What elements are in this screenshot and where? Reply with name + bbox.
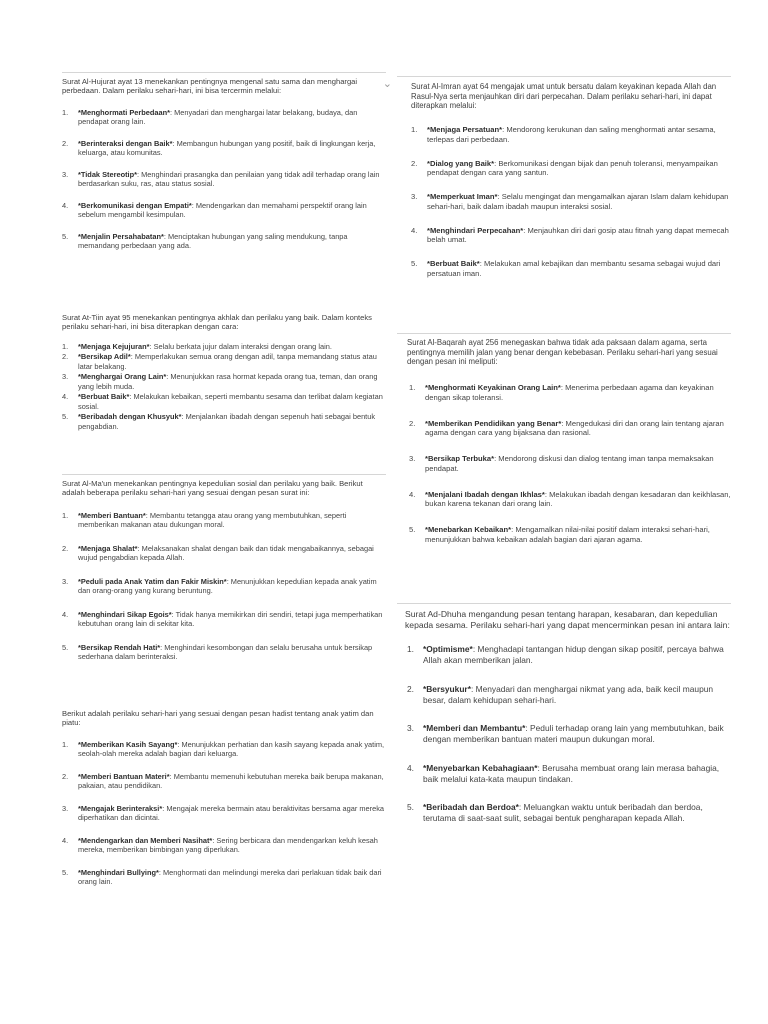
item-number: 2. xyxy=(409,418,416,428)
item-number: 4. xyxy=(409,489,416,499)
list-item xyxy=(62,412,386,431)
item-desc: : Menjauhkan diri dari gosip atau fitnah yang dapat memecah belah umat. xyxy=(427,225,729,245)
item-number: 4. xyxy=(62,835,69,845)
item-number: 5. xyxy=(62,231,69,241)
item-title: *Bersikap Terbuka* xyxy=(425,454,495,464)
item-number: 4. xyxy=(62,609,69,619)
item-desc: : Melakukan amal kebajikan dan membantu sesama sebagai wujud dari persatuan iman. xyxy=(427,258,721,278)
section-intro: Surat Al-Baqarah ayat 256 menegaskan bahwa tidak ada paksaan dalam agama, serta pentingnya memilih jalan yang benar dengan kebebasan. Perilaku sehari-hari yang sesuai dengan pesan ini meliputi: xyxy=(407,338,718,367)
list-item xyxy=(62,772,386,791)
section-intro: Surat Al-Ma'un menekankan pentingnya kepedulian sosial dan perilaku yang baik. Berikut adalah beberapa perilaku sehari-hari yang sesuai dengan pesan surat ini: xyxy=(62,479,363,498)
item-title: *Menghargai Orang Lain* xyxy=(78,372,167,382)
list-item xyxy=(409,383,731,402)
item-desc: : Selalu berkata jujur dalam interaksi dengan orang lain. xyxy=(149,341,332,351)
item-title: *Menjaga Persatuan* xyxy=(427,125,503,135)
item-list xyxy=(397,125,731,278)
list-item xyxy=(411,125,731,144)
item-number: 3. xyxy=(62,372,69,382)
item-number: 2. xyxy=(62,543,69,553)
item-number: 2. xyxy=(62,771,69,781)
list-item xyxy=(407,644,731,666)
item-number: 4. xyxy=(407,762,414,773)
item-title: *Tidak Stereotip* xyxy=(78,169,138,179)
section-hadist-anak-yatim xyxy=(62,709,386,887)
item-desc: : Menghadapi tantangan hidup dengan sikap positif, percaya bahwa Allah akan memberikan jalan. xyxy=(423,644,724,666)
item-number: 3. xyxy=(411,192,418,202)
list-item xyxy=(62,544,386,563)
chevron-down-icon[interactable]: ⌄ xyxy=(382,78,392,90)
item-title: *Berkomunikasi dengan Empati* xyxy=(78,200,192,210)
section-intro: Surat Al-Imran ayat 64 mengajak umat untuk bersatu dalam keyakinan kepada Allah dan Rasul-Nya serta menjauhkan diri dari perpecahan. Dalam perilaku sehari-hari, ini dapat diterapkan melalui: xyxy=(411,82,717,111)
item-desc: : Menciptakan hubungan yang saling mendukung, tanpa memandang perbedaan yang ada. xyxy=(78,231,348,251)
item-title: *Menebarkan Kebaikan* xyxy=(425,524,512,534)
item-number: 3. xyxy=(409,454,416,464)
item-number: 1. xyxy=(409,383,416,393)
section-intro: Surat Ad-Dhuha mengandung pesan tentang harapan, kesabaran, dan kepedulian kepada sesama. Perilaku sehari-hari yang dapat mencerminkan pesan ini antara lain: xyxy=(405,609,730,630)
list-item xyxy=(62,577,386,596)
item-title: *Memberi dan Membantu* xyxy=(423,723,526,734)
list-item xyxy=(62,804,386,823)
list-item xyxy=(407,763,731,785)
item-desc: : Mengedukasi diri dan orang lain tentang ajaran agama dengan cara yang bijaksana dan rasional. xyxy=(425,418,724,438)
item-title: *Menghormati Perbedaan* xyxy=(78,107,170,117)
item-desc: : Menerima perbedaan agama dan keyakinan dengan sikap toleransi. xyxy=(425,383,714,402)
list-item xyxy=(62,392,386,411)
item-number: 4. xyxy=(411,225,418,235)
list-item xyxy=(407,684,731,706)
item-title: *Bersyukur* xyxy=(423,683,471,694)
item-desc: : Berkomunikasi dengan bijak dan penuh toleransi, menyampaikan pendapat dengan cara yang santun. xyxy=(427,158,718,178)
list-item xyxy=(411,226,731,245)
section-al-maun xyxy=(62,474,386,662)
item-number: 2. xyxy=(62,352,69,362)
list-item xyxy=(62,836,386,855)
list-item xyxy=(409,525,731,544)
item-title: *Mendengarkan dan Memberi Nasihat* xyxy=(78,835,213,845)
item-number: 1. xyxy=(62,107,69,117)
item-number: 5. xyxy=(62,642,69,652)
item-title: *Menghindari Perpecahan* xyxy=(427,225,524,235)
item-title: *Menghormati Keyakinan Orang Lain* xyxy=(425,383,561,393)
item-desc: : Menyadari dan menghargai latar belakang, budaya, dan pendapat orang lain. xyxy=(78,107,358,127)
item-title: *Memberi Bantuan* xyxy=(78,510,146,520)
list-item xyxy=(62,352,386,371)
item-title: *Menjaga Kejujuran* xyxy=(78,341,150,351)
item-list xyxy=(62,511,386,662)
section-ad-dhuha xyxy=(397,603,731,824)
item-title: *Menjaga Shalat* xyxy=(78,543,138,553)
item-list xyxy=(62,740,386,887)
item-number: 1. xyxy=(411,125,418,135)
item-desc: : Melakukan ibadah dengan kesadaran dan keikhlasan, bukan karena tekanan dari orang lain. xyxy=(425,489,731,509)
item-list xyxy=(397,644,731,824)
item-number: 2. xyxy=(407,683,414,694)
list-item xyxy=(409,454,731,473)
item-number: 5. xyxy=(409,524,416,534)
item-title: *Menghindari Sikap Egois* xyxy=(78,609,172,619)
item-title: *Optimisme* xyxy=(423,644,473,655)
section-al-imran xyxy=(397,76,731,278)
item-title: *Berbuat Baik* xyxy=(427,258,480,268)
item-title: *Peduli pada Anak Yatim dan Fakir Miskin* xyxy=(78,576,227,586)
item-title: *Memberikan Kasih Sayang* xyxy=(78,739,178,749)
section-al-hujurat xyxy=(62,72,392,251)
item-desc: : Membantu memenuhi kebutuhan mereka baik berupa makanan, pakaian, atau pendidikan. xyxy=(78,771,384,791)
item-title: *Bersikap Rendah Hati* xyxy=(78,642,161,652)
item-title: *Berbuat Baik* xyxy=(78,392,130,402)
list-item xyxy=(62,201,386,220)
item-number: 3. xyxy=(407,723,414,734)
item-number: 1. xyxy=(62,739,69,749)
list-item xyxy=(407,802,731,824)
item-desc: : Menunjukkan rasa hormat kepada orang tua, teman, dan orang yang lebih muda. xyxy=(78,372,378,391)
list-item xyxy=(62,170,386,189)
section-intro: Surat Al-Hujurat ayat 13 menekankan pentingnya mengenal satu sama dan menghargai perbedaan. Dalam perilaku sehari-hari, ini bisa tercermin melalui: xyxy=(62,77,358,96)
item-list xyxy=(62,108,386,251)
item-title: *Mengajak Berinteraksi* xyxy=(78,803,163,813)
list-item xyxy=(407,723,731,745)
item-title: *Menghindari Bullying* xyxy=(78,867,159,877)
list-item xyxy=(411,192,731,211)
item-number: 3. xyxy=(62,576,69,586)
item-number: 1. xyxy=(62,510,69,520)
section-intro: Surat At-Tiin ayat 95 menekankan pentingnya akhlak dan perilaku yang baik. Dalam konteks perilaku sehari-hari, ini bisa diterapkan dengan cara: xyxy=(62,313,372,332)
list-item xyxy=(409,490,731,509)
item-title: *Bersikap Adil* xyxy=(78,352,131,362)
section-at-tiin xyxy=(62,313,386,431)
item-title: *Menjalani Ibadah dengan Ikhlas* xyxy=(425,489,545,499)
section-intro: Berikut adalah perilaku sehari-hari yang sesuai dengan pesan hadist tentang anak yatim dan piatu: xyxy=(62,709,374,728)
list-item xyxy=(62,511,386,530)
item-desc: : Melaksanakan shalat dengan baik dan tidak mengabaikannya, sebagai wujud pengabdian kepada Allah. xyxy=(78,543,374,563)
item-desc: : Mendengarkan dan memahami perspektif orang lain sebelum mengambil kesimpulan. xyxy=(78,200,367,220)
list-item xyxy=(62,610,386,629)
item-number: 5. xyxy=(411,258,418,268)
list-item xyxy=(62,232,386,251)
item-desc: : Selalu mengingat dan mengamalkan ajaran Islam dalam kehidupan sehari-hari, baik dalam ibadah maupun interaksi sosial. xyxy=(427,192,729,211)
item-desc: : Menghindari kesombongan dan selalu berusaha untuk bersikap sederhana dalam berinteraksi. xyxy=(78,642,373,662)
item-desc: : Memperlakukan semua orang dengan adil, tanpa memandang status atau latar belakang. xyxy=(78,352,377,371)
item-desc: : Menyadari dan menghargai nikmat yang ada, baik kecil maupun besar, dalam kehidupan sehari-hari. xyxy=(423,683,714,705)
item-desc: : Melakukan kebaikan, seperti membantu sesama dan terlibat dalam kegiatan sosial. xyxy=(78,392,383,411)
item-desc: : Menghindari prasangka dan penilaian yang tidak adil terhadap orang lain berdasarkan suku, ras, atau status sosial. xyxy=(78,169,380,189)
item-list xyxy=(62,342,386,431)
item-desc: : Meluangkan waktu untuk beribadah dan berdoa, terutama di saat-saat sulit, sebagai bentuk pengharapan kepada Allah. xyxy=(423,802,703,824)
item-desc: : Tidak hanya memikirkan diri sendiri, tetapi juga memperhatikan kebutuhan orang lain di sekitar kita. xyxy=(78,609,383,629)
item-title: *Menjalin Persahabatan* xyxy=(78,231,164,241)
list-item xyxy=(411,259,731,278)
list-item xyxy=(62,108,386,127)
item-number: 1. xyxy=(407,644,414,655)
item-title: *Dialog yang Baik* xyxy=(427,158,495,168)
item-desc: : Peduli terhadap orang lain yang membutuhkan, baik dengan memberikan bantuan materi maupun dukungan moral. xyxy=(423,723,724,745)
list-item xyxy=(62,372,386,391)
item-desc: : Mendorong kerukunan dan saling menghormati antar sesama, terlepas dari perbedaan. xyxy=(427,125,716,144)
section-al-baqarah xyxy=(397,333,731,544)
list-item xyxy=(62,139,386,158)
item-desc: : Mengajak mereka bermain atau beraktivitas bersama agar mereka diperhatikan dan dicintai. xyxy=(78,803,385,823)
item-number: 4. xyxy=(62,392,69,402)
item-title: *Berinteraksi dengan Baik* xyxy=(78,138,173,148)
item-desc: : Menjalankan ibadah dengan sepenuh hati sebagai bentuk pengabdian. xyxy=(78,412,376,431)
item-number: 3. xyxy=(62,803,69,813)
item-number: 2. xyxy=(62,138,69,148)
list-item xyxy=(62,868,386,887)
item-list xyxy=(397,383,731,544)
item-title: *Menyebarkan Kebahagiaan* xyxy=(423,762,538,773)
item-desc: : Mengamalkan nilai-nilai positif dalam interaksi sehari-hari, menunjukkan bahwa kebaikan adalah bagian dari ajaran agama. xyxy=(425,524,710,544)
list-item xyxy=(62,643,386,662)
item-desc: : Membantu tetangga atau orang yang membutuhkan, seperti memberikan makanan atau dukungan moral. xyxy=(78,510,347,530)
item-number: 3. xyxy=(62,169,69,179)
item-desc: : Menunjukkan kepedulian kepada anak yatim dan orang-orang yang kurang beruntung. xyxy=(78,576,377,596)
item-desc: : Sering berbicara dan mendengarkan keluh kesah mereka, memberikan bimbingan yang diperlukan. xyxy=(78,835,378,855)
item-desc: : Membangun hubungan yang positif, baik di lingkungan kerja, keluarga, atau komunitas. xyxy=(78,138,376,158)
list-item xyxy=(409,419,731,438)
item-desc: : Mendorong diskusi dan dialog tentang iman tanpa memaksakan pendapat. xyxy=(425,454,714,473)
list-item xyxy=(62,740,386,759)
item-number: 1. xyxy=(62,341,69,351)
list-item xyxy=(62,342,386,351)
item-number: 5. xyxy=(62,867,69,877)
item-desc: : Menghormati dan melindungi mereka dari perlakuan tidak baik dari orang lain. xyxy=(78,867,382,887)
item-title: *Beribadah dengan Khusyuk* xyxy=(78,412,182,422)
item-title: *Memberikan Pendidikan yang Benar* xyxy=(425,418,562,428)
list-item xyxy=(411,159,731,178)
item-title: *Beribadah dan Berdoa* xyxy=(423,802,519,813)
item-title: *Memperkuat Iman* xyxy=(427,192,498,202)
item-number: 4. xyxy=(62,200,69,210)
item-title: *Memberi Bantuan Materi* xyxy=(78,771,170,781)
item-desc: : Berusaha membuat orang lain merasa bahagia, baik melalui kata-kata maupun tindakan. xyxy=(423,762,720,784)
item-number: 2. xyxy=(411,158,418,168)
item-number: 5. xyxy=(62,412,69,422)
item-desc: : Menunjukkan perhatian dan kasih sayang kepada anak yatim, seolah-olah mereka adalah bagian dari keluarga. xyxy=(78,739,385,759)
item-number: 5. xyxy=(407,802,414,813)
